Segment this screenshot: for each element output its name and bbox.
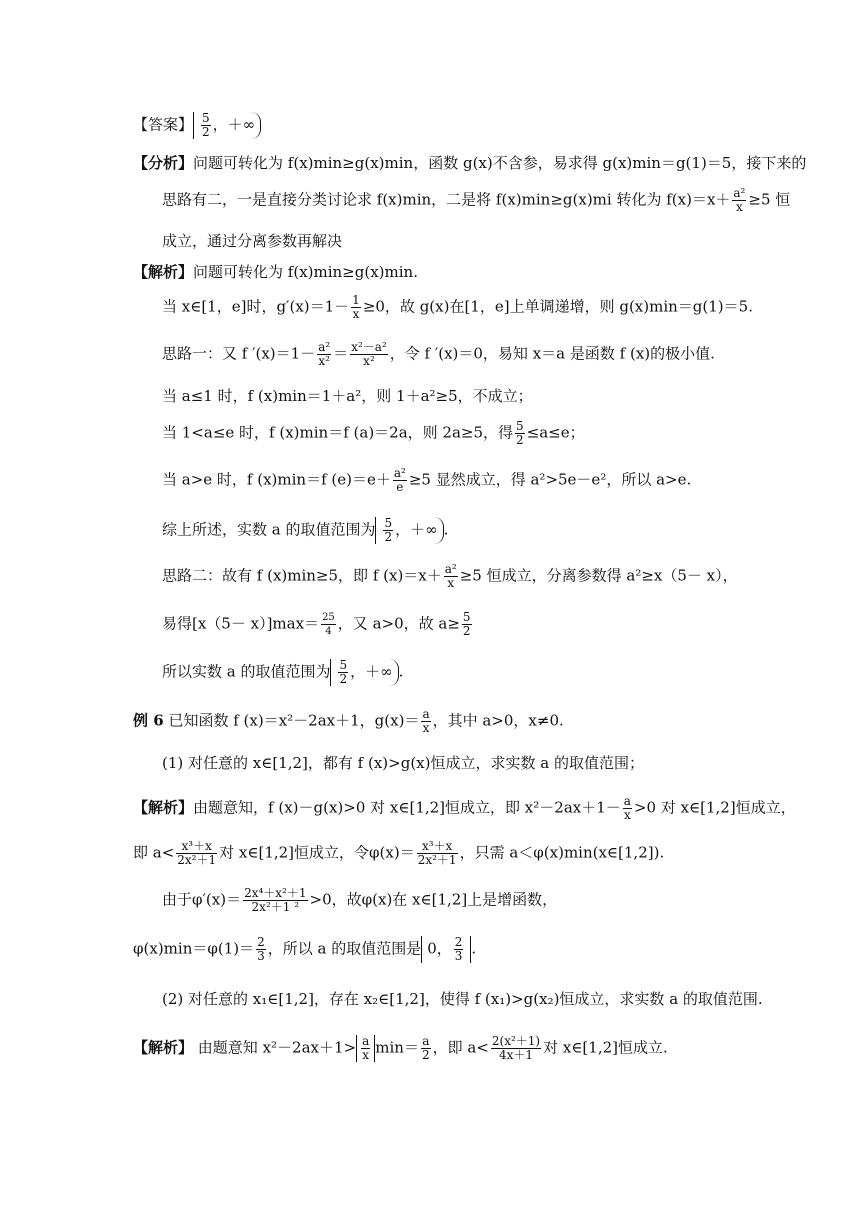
frac-num: x³＋x xyxy=(417,840,458,854)
frac-den: x xyxy=(352,307,360,321)
frac-num: a² xyxy=(393,466,406,480)
frac-den: x² xyxy=(363,354,375,368)
example6-question-1 xyxy=(162,752,644,774)
solution-line-2 xyxy=(162,294,753,321)
frac-den: 3 xyxy=(257,949,265,963)
interval-bracket xyxy=(375,517,443,544)
fraction xyxy=(491,1035,541,1062)
text: ，只需 a＜φ(x)min(x∈[1,2]). xyxy=(459,843,665,862)
text: ，令 f ′(x)＝0，易知 x＝a 是函数 f (x)的极小值. xyxy=(389,344,715,363)
text: 由题意知 x²－2ax＋1> xyxy=(197,1038,357,1057)
text: 对 x∈[1,2]恒成立，令φ(x)＝ xyxy=(219,843,415,862)
answer-frac-num: 5 xyxy=(202,111,210,125)
solution-label: 【解析】 xyxy=(133,263,194,281)
text: min＝ xyxy=(375,1038,419,1057)
frac-num: 1 xyxy=(352,293,360,307)
fraction xyxy=(176,840,217,867)
fraction xyxy=(421,1035,431,1062)
text: 当 a>e 时，f (x)min＝f (e)＝e＋ xyxy=(162,470,391,489)
text: . xyxy=(471,939,477,958)
text: . xyxy=(398,662,404,681)
frac-den: 2x²＋1 xyxy=(417,853,457,867)
text: 已知函数 f (x)＝x²－2ax＋1，g(x)＝ xyxy=(168,711,420,730)
frac-num: 2x⁴＋x²＋1 xyxy=(244,886,307,900)
text: 思路二：故有 f (x)min≥5，即 f (x)＝x＋ xyxy=(162,566,442,585)
frac-num: a² xyxy=(444,562,457,576)
frac-den: 2 xyxy=(516,433,524,447)
fraction xyxy=(338,659,348,686)
frac-num: a xyxy=(422,707,430,721)
answer-fraction xyxy=(201,112,211,139)
fraction xyxy=(393,467,407,494)
fraction xyxy=(317,341,331,368)
example6-stem xyxy=(133,708,564,735)
text: 即 a< xyxy=(133,843,175,862)
frac-num: a² xyxy=(733,186,746,200)
answer-label: 【答案】 xyxy=(133,115,194,134)
text: (2) 对任意的 x₁∈[1,2]，存在 x₂∈[1,2]，使得 f (x₁)>g(x₂)恒成立，求实数 a 的取值范围. xyxy=(162,990,763,1008)
analysis-text-2b: ≥5 恒 xyxy=(748,190,791,209)
answer-upper: ，＋∞ xyxy=(212,115,256,134)
analysis-text-3: 成立，通过分离参数再解决 xyxy=(162,232,343,250)
frac-num: a xyxy=(623,794,631,808)
text: 当 x∈[1，e]时，g′(x)＝1－ xyxy=(162,297,350,316)
frac-num: 5 xyxy=(516,419,524,433)
text: 由于φ′(x)＝ xyxy=(162,890,242,909)
analysis-fraction xyxy=(732,187,746,214)
text: ≥5 显然成立，得 a²>5e－e²，所以 a>e. xyxy=(408,470,692,489)
text: 易得[x（5－ x）]max＝ xyxy=(162,614,320,633)
fraction xyxy=(623,795,632,822)
fraction xyxy=(351,294,361,321)
frac-num: x³＋x xyxy=(176,840,217,854)
frac-den: 4x＋1 xyxy=(498,1048,533,1062)
frac-den: x² xyxy=(318,354,330,368)
solution-label: 【解析】 xyxy=(133,798,194,817)
text: 对 x∈[1,2]恒成立. xyxy=(543,1038,668,1057)
frac-num: a xyxy=(362,1034,370,1048)
frac-den: e xyxy=(396,480,404,494)
text: (1) 对任意的 x∈[1,2]，都有 f (x)>g(x)恒成立，求实数 a 的取值范围； xyxy=(162,754,644,772)
solution-line-8 xyxy=(162,563,738,590)
frac-den: 2x²＋1 xyxy=(177,853,217,867)
solution-line-4 xyxy=(162,385,533,407)
frac-num: a xyxy=(422,1034,430,1048)
interval-upper: ，＋∞ xyxy=(395,520,438,539)
frac-den: 2x²＋1 ² xyxy=(251,900,300,914)
interval-lower: 0， xyxy=(427,939,452,958)
example6-sol2-line xyxy=(133,1035,668,1062)
text: ≤a≤e； xyxy=(526,423,585,442)
fraction xyxy=(321,611,336,638)
analysis-line-1 xyxy=(133,152,806,174)
fraction xyxy=(361,1035,370,1062)
example6-question-2 xyxy=(162,988,763,1010)
frac-num: 5 xyxy=(462,610,471,624)
analysis-line-3 xyxy=(162,230,342,252)
fraction xyxy=(256,936,266,963)
solution-line-1 xyxy=(133,261,418,283)
fraction xyxy=(350,341,388,368)
fraction xyxy=(454,936,464,963)
solution-line-10 xyxy=(162,659,403,686)
text: φ(x)min＝φ(1)＝ xyxy=(133,939,255,958)
example6-sol1-line-1 xyxy=(133,795,796,822)
frac-num: x²－a² xyxy=(351,340,387,354)
frac-den: 2 xyxy=(421,1048,430,1062)
example-label: 例 6 xyxy=(133,711,164,730)
example6-sol1-line-3 xyxy=(162,887,557,914)
frac-den: x xyxy=(736,200,743,214)
fraction xyxy=(421,708,430,735)
paren-bracket xyxy=(356,1035,375,1062)
solution-label: 【解析】 xyxy=(133,1038,194,1057)
fraction xyxy=(383,517,393,544)
text: ≥0，故 g(x)在[1，e]上单调递增，则 g(x)min＝g(1)＝5. xyxy=(362,297,753,316)
frac-num: 5 xyxy=(339,658,348,672)
frac-den: 2 xyxy=(384,530,393,544)
analysis-label: 【分析】 xyxy=(133,154,194,172)
text: 思路一：又 f ′(x)＝1－ xyxy=(162,344,316,363)
solution-text-1: 问题可转化为 f(x)min≥g(x)min. xyxy=(193,263,418,281)
text: ＝ xyxy=(333,344,349,363)
example6-sol1-line-4 xyxy=(133,936,476,963)
analysis-text-1: 问题可转化为 f(x)min≥g(x)min，函数 g(x)不含参，易求得 g(x)min＝g(1)＝5，接下来的 xyxy=(193,154,807,172)
frac-den: 2 xyxy=(339,672,348,686)
frac-num: 5 xyxy=(384,516,393,530)
text: 所以实数 a 的取值范围为 xyxy=(162,662,331,681)
frac-num: 2(x²＋1) xyxy=(491,1034,541,1048)
solution-line-5 xyxy=(162,420,585,447)
frac-den: 4 xyxy=(325,626,332,637)
text: ，又 a>0，故 a≥ xyxy=(337,614,460,633)
frac-den: x xyxy=(447,576,455,590)
frac-den: x xyxy=(623,808,631,822)
text: . xyxy=(443,520,449,539)
interval-upper: ，＋∞ xyxy=(350,662,393,681)
text: 当 a≤1 时，f (x)min＝1＋a²，则 1＋a²≥5，不成立； xyxy=(162,387,533,405)
interval-bracket xyxy=(421,936,471,963)
solution-line-9 xyxy=(162,611,474,638)
frac-num: 25 xyxy=(322,612,335,623)
analysis-line-2 xyxy=(162,187,790,214)
analysis-text-2a: 思路有二，一是直接分类讨论求 f(x)min，二是将 f(x)min≥g(x)mi 转化为 f(x)＝x＋ xyxy=(162,190,731,209)
interval-bracket xyxy=(330,659,398,686)
frac-num: 2 xyxy=(257,935,265,949)
answer-frac-den: 2 xyxy=(202,125,210,139)
fraction xyxy=(444,563,458,590)
fraction xyxy=(243,887,307,914)
text: >0 对 x∈[1,2]恒成立， xyxy=(633,798,796,817)
text: 由题意知，f (x)－g(x)>0 对 x∈[1,2]恒成立，即 x²－2ax＋1－ xyxy=(193,798,621,817)
text: 当 1<a≤e 时，f (x)min＝f (a)＝2a，则 2a≥5，得 xyxy=(162,423,514,442)
frac-den: x xyxy=(422,721,430,735)
fraction xyxy=(417,840,458,867)
text: >0，故φ(x)在 x∈[1,2]上是增函数， xyxy=(309,890,558,909)
answer-interval xyxy=(193,112,261,139)
frac-den: x xyxy=(362,1048,370,1062)
text: ，所以 a 的取值范围是 xyxy=(267,939,422,958)
frac-den: 3 xyxy=(454,949,463,963)
text: ，其中 a>0，x≠0. xyxy=(432,711,564,730)
solution-line-3 xyxy=(162,341,715,368)
text: 综上所述，实数 a 的取值范围为 xyxy=(162,520,376,539)
text: ≥5 恒成立，分离参数得 a²≥x（5－ x）， xyxy=(459,566,738,585)
fraction xyxy=(515,420,525,447)
answer-line xyxy=(133,112,261,139)
solution-line-7 xyxy=(162,517,448,544)
frac-num: a² xyxy=(318,340,331,354)
example6-sol1-line-2 xyxy=(133,840,664,867)
fraction xyxy=(462,611,472,638)
frac-num: 2 xyxy=(454,935,463,949)
solution-line-6 xyxy=(162,467,691,494)
text: ，即 a< xyxy=(432,1038,489,1057)
frac-den: 2 xyxy=(462,624,471,638)
